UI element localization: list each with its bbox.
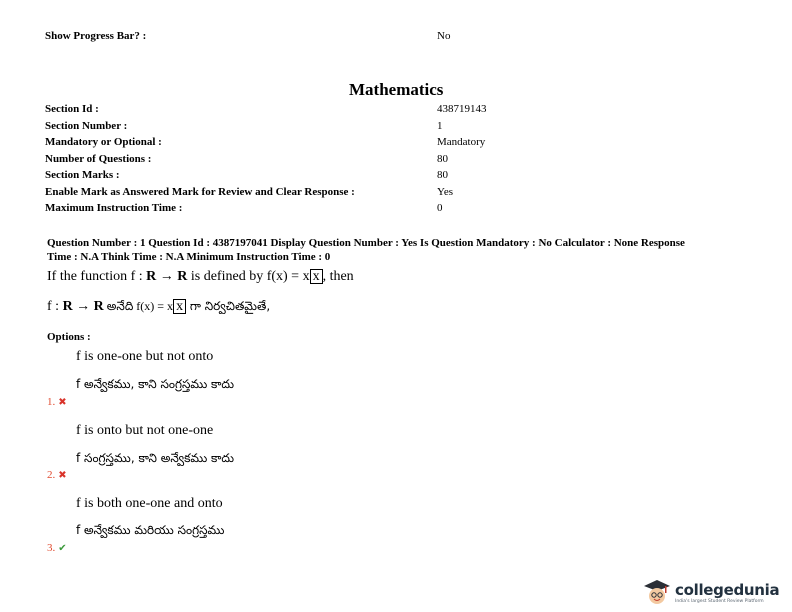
section-id-value: 438719143 [437, 103, 487, 115]
option-3-number [47, 538, 67, 556]
check-icon: ✔ [58, 543, 67, 554]
option-2-number [47, 465, 67, 483]
question-meta-line2: Time : N.A Think Time : N.A Minimum Instruction Time : 0 [47, 251, 331, 263]
question-text-telugu [47, 297, 270, 316]
option-2-telugu: f సంగ్రస్తము, కాని అన్వేకము కాదు [76, 451, 235, 465]
logo-tagline: India's largest Student Review Platform [675, 598, 764, 604]
question-en-domain: R → R [146, 269, 188, 284]
option-1-number [47, 392, 67, 410]
question-te-domain: R → R [62, 299, 104, 314]
mandatory-value: Mandatory [437, 136, 486, 148]
question-text-english [47, 268, 354, 286]
question-te-suffix: గా నిర్వచితమైతే, [186, 299, 271, 313]
section-title: Mathematics [349, 80, 444, 99]
collegedunia-logo [642, 578, 779, 606]
progress-bar-value: No [437, 30, 451, 42]
cross-icon: ✖ [58, 470, 67, 481]
mandatory-label: Mandatory or Optional : [45, 136, 162, 148]
question-te-prefix: f : [47, 299, 63, 314]
abs-value-box-te: x [173, 299, 186, 314]
section-marks-value: 80 [437, 169, 448, 181]
mark-review-label: Enable Mark as Answered Mark for Review and Clear Response : [45, 186, 355, 198]
option-2-english: f is onto but not one-one [76, 423, 214, 438]
section-number-label: Section Number : [45, 120, 128, 132]
progress-bar-label: Show Progress Bar? : [45, 30, 147, 42]
section-marks-label: Section Marks : [45, 169, 120, 181]
option-3-index: 3. [47, 542, 56, 554]
question-count-label: Number of Questions : [45, 153, 152, 165]
question-meta-line1: Question Number : 1 Question Id : 4387197041 Display Question Number : Yes Is Question Mandatory : No Calculator : None Response [47, 237, 685, 249]
logo-name: collegedunia [675, 580, 780, 599]
question-count-value: 80 [437, 153, 448, 165]
question-en-prefix: If the function f : [47, 269, 147, 284]
options-label: Options : [47, 331, 91, 343]
option-1-index: 1. [47, 396, 56, 408]
option-2-index: 2. [47, 469, 56, 481]
question-te-mid: అనేది f(x) = x [103, 299, 174, 313]
graduate-mascot-icon [642, 578, 672, 606]
question-en-suffix: , then [322, 269, 354, 284]
instruction-time-value: 0 [437, 202, 443, 214]
mark-review-value: Yes [437, 186, 454, 198]
option-3-english: f is both one-one and onto [76, 496, 223, 511]
cross-icon: ✖ [58, 397, 67, 408]
option-1-english: f is one-one but not onto [76, 349, 214, 364]
abs-value-box: x [310, 269, 323, 284]
option-3-telugu: f అన్వేకము మరియు సంగ్రస్తము [76, 523, 225, 537]
instruction-time-label: Maximum Instruction Time : [45, 202, 183, 214]
section-id-label: Section Id : [45, 103, 99, 115]
option-1-telugu: f అన్వేకము, కాని సంగ్రస్తము కాదు [76, 377, 235, 391]
question-en-mid: is defined by f(x) = x [187, 269, 310, 284]
section-number-value: 1 [437, 120, 443, 132]
